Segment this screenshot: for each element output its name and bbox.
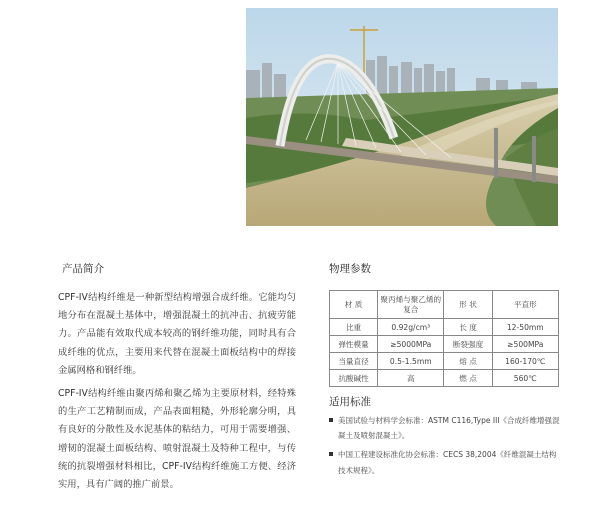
intro-text	[58, 289, 296, 380]
params-title: 物理参数	[329, 263, 371, 275]
table-cell: 160-170℃	[492, 353, 558, 370]
table-cell: 抗酸碱性	[330, 370, 378, 387]
table-cell: 0.92g/cm³	[378, 319, 444, 336]
intro-paragraph-2: CPF-IV结构纤维由聚丙烯和聚乙烯为主要原材料，经特殊的生产工艺精制而成，产品表面粗糙，外形轮廓分明，具有良好的分散性及水泥基体的粘结力，可用于需要增强、增韧的混凝土面板结构、喷射混凝土及特种工程中，与传统的抗裂增强材料相比，CPF-IV结构纤维施工方便、经济实用，具有广阔的推广前景。	[58, 388, 296, 491]
table-cell: 高	[378, 370, 444, 387]
bullet-square-icon	[329, 452, 333, 456]
params-table	[329, 290, 559, 387]
table-cell: 弹性模量	[330, 336, 378, 353]
standards-title: 适用标准	[329, 396, 371, 408]
bridge-photo	[246, 8, 558, 226]
bullet-square-icon	[329, 418, 333, 422]
table-row	[330, 353, 559, 370]
table-cell: 断裂强度	[444, 336, 492, 353]
table-cell: ≥500MPa	[492, 336, 558, 353]
list-item	[329, 447, 561, 477]
params-header-cell: 材 质	[330, 291, 378, 319]
params-header-cell: 形 状	[444, 291, 492, 319]
table-cell: 比重	[330, 319, 378, 336]
standard-text: 中国工程建设标准化协会标准：CECS 38,2004《纤维混凝土结构技术规程》。	[338, 450, 557, 475]
table-cell: 560℃	[492, 370, 558, 387]
table-row	[330, 319, 559, 336]
params-header-cell: 平直形	[492, 291, 558, 319]
table-row	[330, 336, 559, 353]
standards-list	[329, 413, 561, 482]
table-cell: ≥5000MPa	[378, 336, 444, 353]
intro-title: 产品简介	[62, 263, 104, 275]
table-cell: 长 度	[444, 319, 492, 336]
intro-paragraph-1: CPF-IV结构纤维是一种新型结构增强合成纤维。它能均匀地分布在混凝土基体中，增强混凝土的抗冲击、抗疲劳能力。产品能有效取代成本较高的钢纤维功能，同时具有合成纤维的优点，主要用来代替在混凝土面板结构中的焊接金属网格和钢纤维。	[58, 292, 296, 376]
table-cell: 燃 点	[444, 370, 492, 387]
params-header-cell: 聚丙烯与聚乙烯的复合	[378, 291, 444, 319]
table-row	[330, 370, 559, 387]
standard-text: 美国试验与材料学会标准：ASTM C116,Type III《合成纤维增强混凝土及喷射混凝土》。	[338, 416, 560, 441]
intro-text-2	[58, 385, 296, 494]
table-cell: 12-50mm	[492, 319, 558, 336]
table-cell: 0.5-1.5mm	[378, 353, 444, 370]
table-cell: 熔 点	[444, 353, 492, 370]
table-cell: 当量直径	[330, 353, 378, 370]
params-header-row	[330, 291, 559, 319]
list-item	[329, 413, 561, 443]
